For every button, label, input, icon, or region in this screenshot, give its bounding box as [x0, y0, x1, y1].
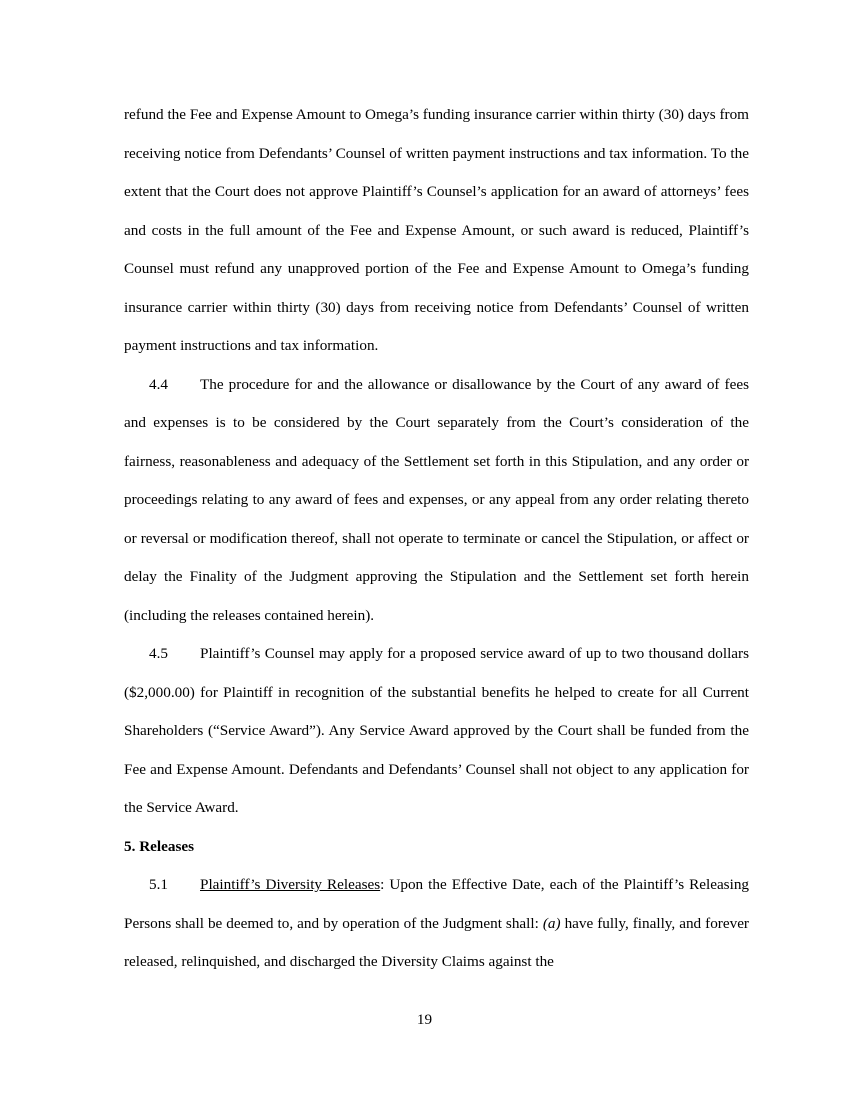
section-number: 5.1 — [149, 876, 168, 893]
paragraph-4-5 — [124, 635, 749, 828]
paragraph-subtitle: Plaintiff’s Diversity Releases — [200, 876, 381, 893]
section-number: 4.4 — [149, 375, 168, 393]
paragraph-text: Upon the Effective Date, each of the Plaintiff’s Releasing Persons shall be deemed to, and by operation of the Judgment shall: — [124, 876, 750, 932]
paragraph-4-4 — [124, 366, 749, 636]
paragraph-5-1 — [124, 866, 749, 982]
clause-marker: (a) — [542, 914, 561, 932]
paragraph-text-continued: have fully, finally, and forever released, relinquished, and discharged the Diversity Claims against the — [124, 914, 749, 970]
page-number: 19 — [416, 1011, 433, 1028]
paragraph-text: Plaintiff’s Counsel may apply for a proposed service award of up to two thousand dollars ($2,000.00) for Plaintiff in recognition of the substantial benefits he helped to create for all Current Shareholders (“Service Award”). Any Service Award approved by the Court shall be funded from the Fee and Expense Amount. Defendants and Defendants’ Counsel shall not object to any application for the Service Award. — [124, 645, 749, 816]
paragraph-text: The procedure for and the allowance or disallowance by the Court of any award of fees and expenses is to be considered by the Court separately from the Court’s consideration of the fairness, reasonableness and adequacy of the Settlement set forth in this Stipulation, and any order or proceedings relating to any award of fees and expenses, or any appeal from any order relating thereto or reversal or modification thereof, shall not operate to terminate or cancel the Stipulation, or affect or delay the Finality of the Judgment approving the Stipulation and the Settlement set forth herein (including the releases contained herein). — [124, 375, 749, 624]
subtitle-colon: : — [380, 876, 385, 893]
section-heading-releases: 5. Releases — [124, 837, 195, 855]
paragraph-continuation: refund the Fee and Expense Amount to Omega’s funding insurance carrier within thirty (30) days from receiving notice from Defendants’ Counsel of written payment instructions and tax information. To the extent that the Court does not approve Plaintiff’s Counsel’s application for an award of attorneys’ fees and costs in the full amount of the Fee and Expense Amount, or such award is reduced, Plaintiff’s Counsel must refund any unapproved portion of the Fee and Expense Amount to Omega’s funding insurance carrier within thirty (30) days from receiving notice from Defendants’ Counsel of written payment instructions and tax information. — [124, 106, 749, 354]
section-number: 4.5 — [149, 645, 168, 662]
body-text — [124, 96, 749, 982]
